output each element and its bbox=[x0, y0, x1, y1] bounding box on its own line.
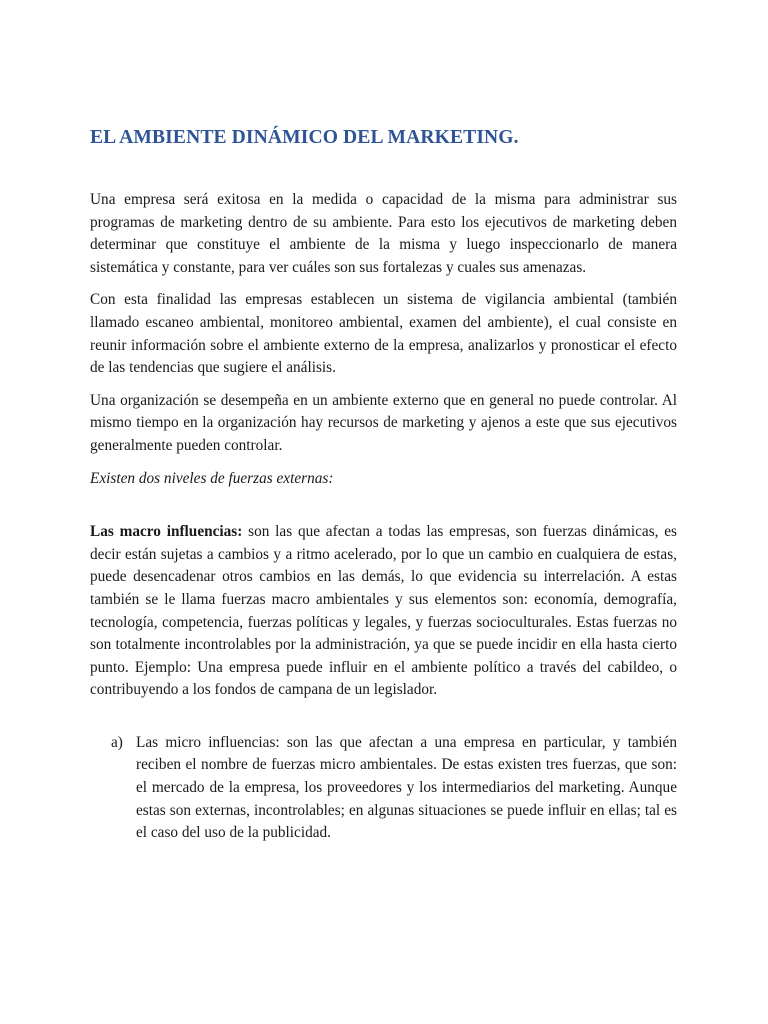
list-item bbox=[90, 732, 677, 845]
list-marker: a) bbox=[111, 733, 123, 751]
paragraph-macro-influencias bbox=[90, 521, 677, 702]
document-body bbox=[90, 125, 677, 845]
macro-label: Las macro influencias: bbox=[90, 523, 243, 541]
list-item-text: Las micro influencias: son las que afectan a una empresa en particular, y también reciben el nombre de fuerzas micro ambientales. De estas existen tres fuerzas, que son: el mercado de la empresa, los proveedores y los intermediarios del marketing. Aunque estas son externas, incontrolables; en algunas situaciones se puede influir en ellas; tal es el caso del uso de la publicidad. bbox=[136, 733, 677, 842]
paragraph-intro: Una empresa será exitosa en la medida o capacidad de la misma para administrar sus programas de marketing dentro de su ambiente. Para esto los ejecutivos de marketing deben determinar que constituye el ambiente de la misma y luego inspeccionarlo de manera sistemática y constante, para ver cuáles son sus fortalezas y cuales sus amenazas. bbox=[90, 191, 677, 276]
macro-text: son las que afectan a todas las empresas, son fuerzas dinámicas, es decir están sujetas a cambios y a ritmo acelerado, por lo que un cambio en cualquiera de estas, puede desencadenar otros cambios en las demás, lo que evidencia su interrelación. A estas también se le llama fuerzas macro ambientales y sus elementos son: economía, demografía, tecnología, competencia, fuerzas políticas y legales, y fuerzas socioculturales. Estas fuerzas no son totalmente incontrolables por la administración, ya que se puede incidir en ella hasta cierto punto. Ejemplo: Una empresa puede influir en el ambiente político a través del cabildeo, o contribuyendo a los fondos de campana de un legislador. bbox=[90, 523, 678, 699]
paragraph-organizacion: Una organización se desempeña en un ambiente externo que en general no puede controlar. Al mismo tiempo en la organización hay recursos de marketing y ajenos a este que sus ejecutivos generalmente pueden controlar. bbox=[90, 391, 677, 454]
forces-list bbox=[90, 732, 677, 845]
levels-heading: Existen dos niveles de fuerzas externas: bbox=[90, 469, 334, 487]
paragraph-vigilancia: Con esta finalidad las empresas establecen un sistema de vigilancia ambiental (también llamado escaneo ambiental, monitoreo ambiental, examen del ambiente), el cual consiste en reunir información sobre el ambiente externo de la empresa, analizarlos y pronosticar el efecto de las tendencias que sugiere el análisis. bbox=[90, 291, 677, 377]
document-title: EL AMBIENTE DINÁMICO DEL MARKETING. bbox=[90, 127, 519, 148]
